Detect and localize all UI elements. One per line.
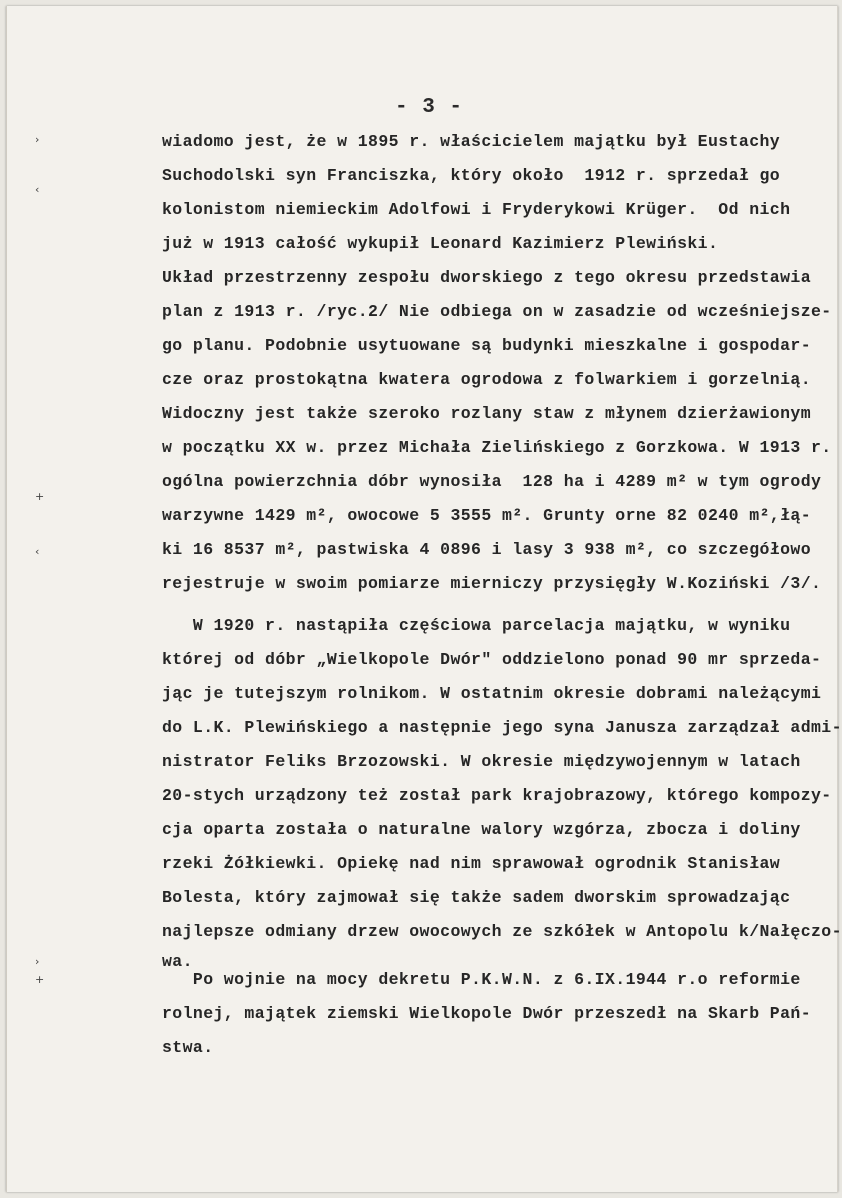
text-line: ki 16 8537 m², pastwiska 4 0896 i lasy 3 938 m², co szczegółowo <box>162 540 812 559</box>
text-line: najlepsze odmiany drzew owocowych ze szkółek w Antopolu k/Nałęczo- <box>162 922 842 941</box>
text-line: której od dóbr „Wielkopole Dwór" oddzielono ponad 90 mr sprzeda- <box>162 650 822 669</box>
margin-tick-mark-icon: › <box>35 955 40 968</box>
text-line: 20-stych urządzony też został park krajobrazowy, którego kompozy- <box>162 786 832 805</box>
text-line: plan z 1913 r. /ryc.2/ Nie odbiega on w zasadzie od wcześniejsze- <box>162 302 832 321</box>
text-line: Widoczny jest także szeroko rozlany staw z młynem dzierżawionym <box>162 404 812 423</box>
text-line: w początku XX w. przez Michała Zielińskiego z Gorzkowa. W 1913 r. <box>162 438 832 457</box>
text-line: do L.K. Plewińskiego a następnie jego syna Janusza zarządzał admi- <box>162 718 842 737</box>
text-line: już w 1913 całość wykupił Leonard Kazimierz Plewiński. <box>162 234 719 253</box>
text-line: ogólna powierzchnia dóbr wynosiła 128 ha i 4289 m² w tym ogrody <box>162 472 822 491</box>
text-line: Układ przestrzenny zespołu dworskiego z tego okresu przedstawia <box>162 268 812 287</box>
text-line: Suchodolski syn Franciszka, który około 1912 r. sprzedał go <box>162 166 781 185</box>
text-line: wiadomo jest, że w 1895 r. właścicielem majątku był Eustachy <box>162 132 781 151</box>
margin-tick-mark-icon: ‹ <box>35 183 40 196</box>
text-line: nistrator Feliks Brzozowski. W okresie międzywojennym w latach <box>162 752 801 771</box>
text-line: go planu. Podobnie usytuowane są budynki mieszkalne i gospodar- <box>162 336 812 355</box>
text-line: jąc je tutejszym rolnikom. W ostatnim okresie dobrami należącymi <box>162 684 822 703</box>
text-line: kolonistom niemieckim Adolfowi i Fryderykowi Krüger. Od nich <box>162 200 791 219</box>
text-line: rejestruje w swoim pomiarze mierniczy przysięgły W.Koziński /3/. <box>162 574 822 593</box>
text-line: wa. <box>162 952 193 971</box>
text-line: stwa. <box>162 1038 214 1057</box>
margin-tick-mark-icon: + <box>35 973 45 986</box>
page-number: - 3 - <box>395 96 464 119</box>
text-line: cja oparta została o naturalne walory wzgórza, zbocza i doliny <box>162 820 801 839</box>
document-page <box>6 6 842 1192</box>
text-line: W 1920 r. nastąpiła częściowa parcelacja majątku, w wyniku <box>162 616 791 635</box>
text-line: warzywne 1429 m², owocowe 5 3555 m². Grunty orne 82 0240 m²,łą- <box>162 506 812 525</box>
text-line: rolnej, majątek ziemski Wielkopole Dwór przeszedł na Skarb Pań- <box>162 1004 812 1023</box>
text-line: cze oraz prostokątna kwatera ogrodowa z folwarkiem i gorzelnią. <box>162 370 812 389</box>
text-line: Po wojnie na mocy dekretu P.K.W.N. z 6.IX.1944 r.o reformie <box>162 970 801 989</box>
margin-tick-mark-icon: + <box>35 490 45 503</box>
text-line: Bolesta, który zajmował się także sadem dworskim sprowadzając <box>162 888 791 907</box>
margin-tick-mark-icon: ‹ <box>35 545 40 558</box>
text-line: rzeki Żółkiewki. Opiekę nad nim sprawował ogrodnik Stanisław <box>162 854 781 873</box>
margin-tick-mark-icon: › <box>35 133 40 146</box>
